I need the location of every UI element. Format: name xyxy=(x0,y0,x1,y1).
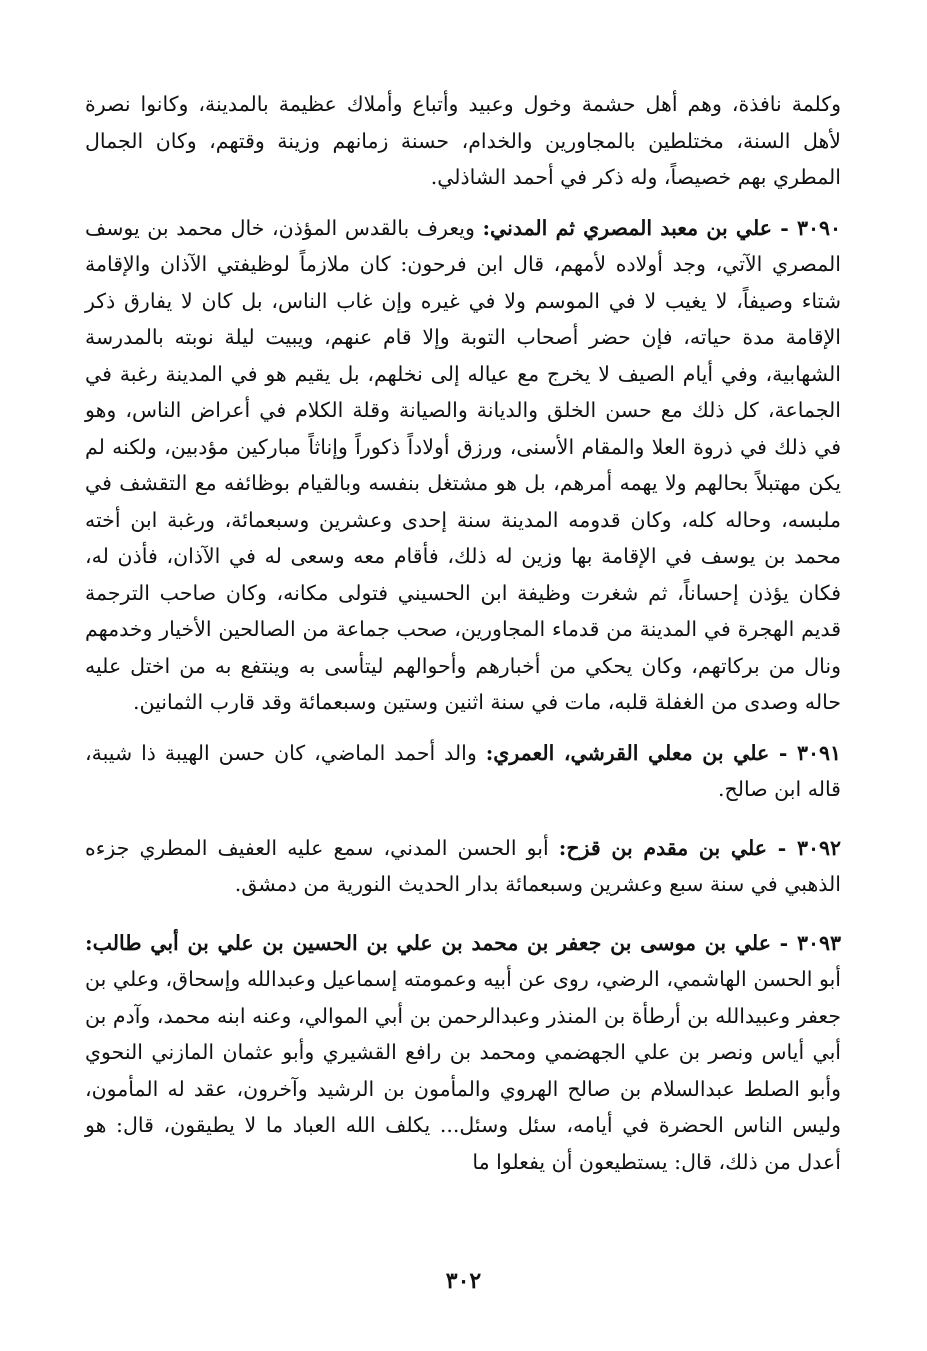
entry-3092 xyxy=(85,830,841,903)
entry-text: ويعرف بالقدس المؤذن، خال محمد بن يوسف المصري الآتي، وجد أولاده لأمهم، قال ابن فرحون: كان ملازماً لوظيفتي الآذان والإقامة شتاء وصيفاً، لا يغيب لا في الموسم ولا في غيره وإن غاب الناس، بل كان لا يفارق ذكر الإقامة مدة حياته، فإن حضر أصحاب التوبة وإلا قام عنهم، ويبيت ليلة نوبته بالمدرسة الشهابية، وفي أيام الصيف لا يخرج مع عياله إلى نخلهم، بل يقيم هو في المدينة رغبة في الجماعة، كل ذلك مع حسن الخلق والديانة والصيانة وقلة الكلام في أعراض الناس، وهو في ذلك في ذروة العلا والمقام الأسنى، ورزق أولاداً ذكوراً وإناثاً مباركين مؤدبين، ولكنه لم يكن مهتبلاً بحالهم ولا يهمه أمرهم، بل هو مشتغل بنفسه وبالقيام بوظائفه مع التقشف في ملبسه، وحاله كله، وكان قدومه المدينة سنة إحدى وعشرين وسبعمائة، ورغبة ابن أخته محمد بن يوسف في الإقامة بها وزين له ذلك، فأقام معه وسعى له في الآذان، فأذن له، فكان يؤذن إحساناً، ثم شغرت وظيفة ابن الحسيني فتولى مكانه، وكان صاحب الترجمة قديم الهجرة في المدينة من قدماء المجاورين، صحب جماعة من الصالحين الأخيار وخدمهم ونال من بركاتهم، وكان يحكي من أخبارهم وأحوالهم ليتأسى به وينتفع به من اختل عليه حاله وصدى من الغفلة قلبه، مات في سنة اثنين وستين وسبعمائة وقد قارب الثمانين. xyxy=(85,215,841,714)
page-number: ٣٠٢ xyxy=(445,1268,482,1294)
entry-3091 xyxy=(85,735,841,808)
entry-text: أبو الحسن الهاشمي، الرضي، روى عن أبيه وعمومته إسماعيل وعبدالله وإسحاق، وعلي بن جعفر وعبيدالله بن أرطأة بن المنذر وعبدالرحمن بن أبي الموالي، وعنه ابنه محمد، وآدم بن أبي أياس ونصر بن علي الجهضمي ومحمد بن رافع القشيري وأبو عثمان المازني النحوي وأبو الصلط عبدالسلام بن صالح الهروي والمأمون بن الرشيد وآخرون، عقد له المأمون، وليس الناس الحضرة في أيامه، سئل وسئل... يكلف الله العباد ما لا يطيقون، قال: هو أعدل من ذلك، قال: يستطيعون أن يفعلوا ما xyxy=(85,967,841,1174)
entry-text: أبو الحسن المدني، سمع عليه العفيف المطري جزءه الذهبي في سنة سبع وعشرين وسبعمائة بدار الحديث النورية من دمشق. xyxy=(85,835,841,896)
entry-3093 xyxy=(85,925,841,1181)
entry-heading: ٣٠٩٣ - علي بن موسى بن جعفر بن محمد بن علي بن الحسين بن علي بن أبي طالب: xyxy=(85,930,841,955)
intro-paragraph: وكلمة نافذة، وهم أهل حشمة وخول وعبيد وأتباع وأملاك عظيمة بالمدينة، وكانوا نصرة لأهل السنة، مختلطين بالمجاورين والخدام، حسنة زمانهم وزينة وقتهم، وكان الجمال المطري بهم خصيصاً، وله ذكر في أحمد الشاذلي. xyxy=(85,92,841,189)
entry-heading: ٣٠٩٢ - علي بن مقدم بن قزح: xyxy=(558,835,841,860)
entry-3090 xyxy=(85,210,841,721)
page-body xyxy=(85,86,841,1180)
entry-heading: ٣٠٩١ - علي بن معلي القرشي، العمري: xyxy=(485,740,841,765)
entry-text: والد أحمد الماضي، كان حسن الهيبة ذا شيبة، قاله ابن صالح. xyxy=(85,740,841,801)
entry-heading: ٣٠٩٠ - علي بن معبد المصري ثم المدني: xyxy=(482,215,841,240)
